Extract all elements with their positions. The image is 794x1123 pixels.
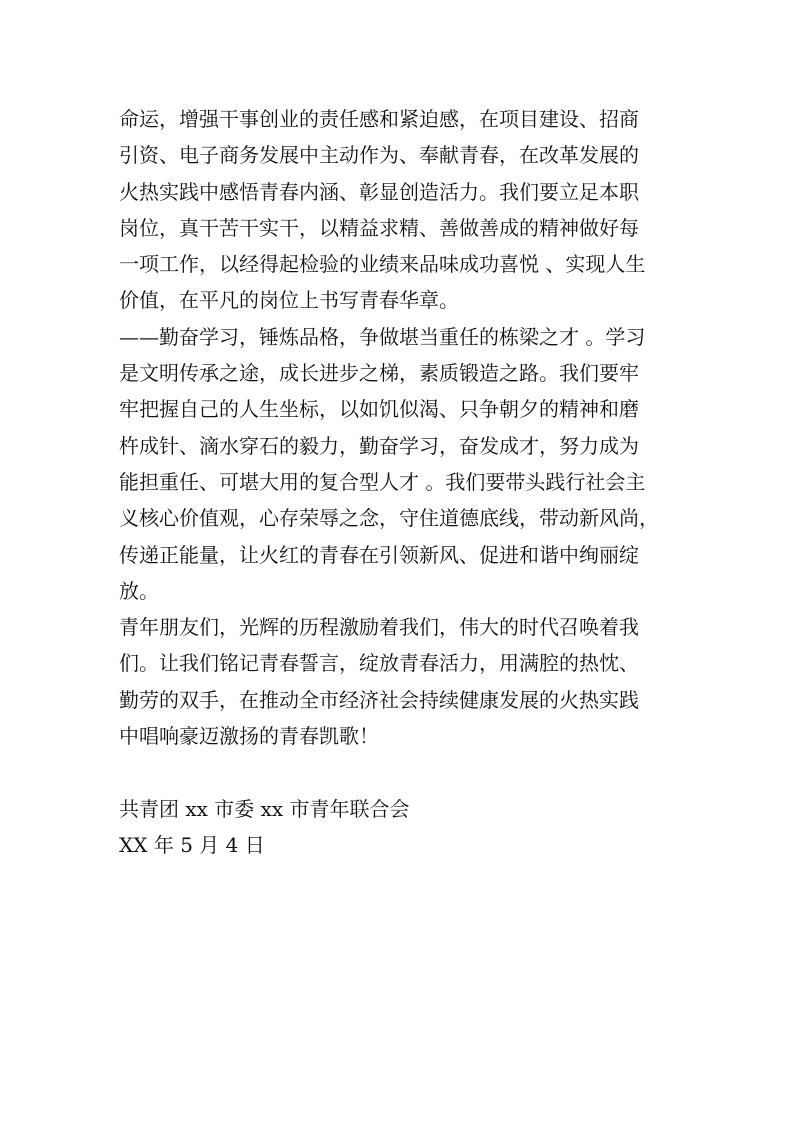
paragraph-line: 命运，增强干事创业的责任感和紧迫感，在项目建设、招商 [119,107,639,131]
paragraph-line: 放。 [119,578,159,603]
signature-date: XX 年 5 月 4 日 [119,832,265,857]
paragraph-line: 义核心价值观，心存荣辱之念，守住道德底线，带动新风尚， [119,506,659,531]
paragraph-line: 岗位，真干苦干实干，以精益求精、善做善成的精神做好每 [119,215,639,240]
paragraph-line: ——勤奋学习，锤炼品格，争做堪当重任的栋梁之才 。学习 [119,324,646,349]
paragraph-line: 传递正能量，让火红的青春在引领新风、促进和谐中绚丽绽 [119,542,639,567]
paragraph-line: 杵成针、滴水穿石的毅力，勤奋学习，奋发成才，努力成为 [119,433,639,458]
paragraph-line: 是文明传承之途，成长进步之梯，素质锻造之路。我们要牢 [119,361,639,386]
paragraph-line: 价值，在平凡的岗位上书写青春华章。 [119,288,459,313]
paragraph-line: 能担重任、可堪大用的复合型人才 。我们要带头践行社会主 [119,469,646,494]
document-body [119,101,689,863]
paragraph-line: 引资、电子商务发展中主动作为、奉献青春，在改革发展的 [119,143,639,168]
paragraph-line: 青年朋友们，光辉的历程激励着我们，伟大的时代召唤着我 [119,615,639,640]
blank-line [119,754,689,790]
signature-organization: 共青团 xx 市委 xx 市青年联合会 [119,796,410,821]
paragraph-line: 一项工作，以经得起检验的业绩来品味成功喜悦 、实现人生 [119,252,646,277]
paragraph-line: 们。让我们铭记青春誓言，绽放青春活力，用满腔的热忱、 [119,651,639,676]
paragraph-line: 勤劳的双手，在推动全市经济社会持续健康发展的火热实践 [119,687,639,712]
paragraph-line: 中唱响豪迈激扬的青春凯歌！ [119,724,379,749]
paragraph-line: 牢把握自己的人生坐标，以如饥似渴、只争朝夕的精神和磨 [119,397,639,422]
paragraph-line: 火热实践中感悟青春内涵、彰显创造活力。我们要立足本职 [119,179,639,204]
